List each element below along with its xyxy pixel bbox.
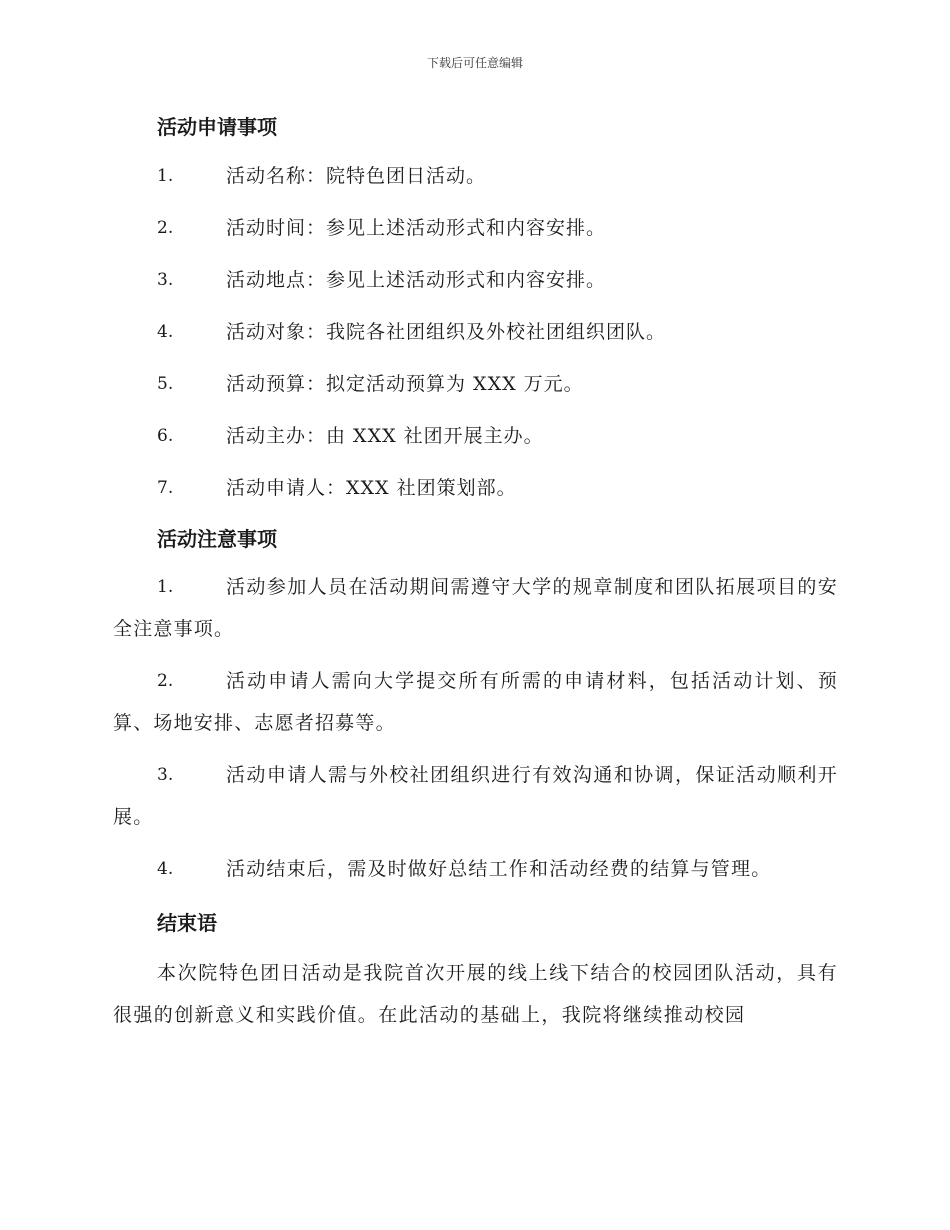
notes-list [113,566,838,890]
list-item-number: 5. [157,374,174,394]
list-item-number: 7. [157,478,174,498]
list-item [113,660,838,744]
list-item-number: 3. [157,765,174,785]
list-item-text: 活动时间：参见上述活动形式和内容安排。 [226,217,607,239]
list-item [113,254,838,306]
list-item-number: 4. [157,322,174,342]
list-item-number: 1. [157,166,174,186]
list-item-text: 活动主办：由 XXX 社团开展主办。 [226,425,544,447]
list-item [113,306,838,358]
list-item-number: 3. [157,270,174,290]
list-item-text: 活动参加人员在活动期间需遵守大学的规章制度和团队拓展项目的安全注意事项。 [113,576,838,640]
application-list [113,150,838,514]
list-item-text: 活动名称：院特色团日活动。 [226,165,487,187]
list-item-text: 活动申请人：XXX 社团策划部。 [226,477,517,499]
list-item-text: 活动结束后，需及时做好总结工作和活动经费的结算与管理。 [226,858,772,880]
section-title-conclusion: 结束语 [157,911,217,935]
list-item-text: 活动申请人需向大学提交所有所需的申请材料，包括活动计划、预算、场地安排、志愿者招募等。 [113,670,838,734]
list-item [113,848,838,890]
list-item [113,754,838,838]
list-item [113,202,838,254]
list-item [113,566,838,650]
conclusion-paragraph: 本次院特色团日活动是我院首次开展的线上线下结合的校园团队活动，具有很强的创新意义和实践价值。在此活动的基础上，我院将继续推动校园 [113,962,838,1026]
section-title-notes: 活动注意事项 [157,527,277,551]
header-note: 下载后可任意编辑 [426,56,523,70]
list-item [113,462,838,514]
list-item-text: 活动申请人需与外校社团组织进行有效沟通和协调，保证活动顺利开展。 [113,764,838,828]
list-item-number: 6. [157,426,174,446]
list-item-number: 4. [157,859,174,879]
section-title-application: 活动申请事项 [157,115,277,139]
list-item-number: 1. [157,577,174,597]
list-item [113,358,838,410]
list-item-text: 活动对象：我院各社团组织及外校社团组织团队。 [226,321,667,343]
list-item-text: 活动地点：参见上述活动形式和内容安排。 [226,269,607,291]
list-item-text: 活动预算：拟定活动预算为 XXX 万元。 [226,373,584,395]
list-item-number: 2. [157,671,174,691]
list-item [113,150,838,202]
list-item [113,410,838,462]
document-body [113,104,838,1036]
list-item-number: 2. [157,218,174,238]
